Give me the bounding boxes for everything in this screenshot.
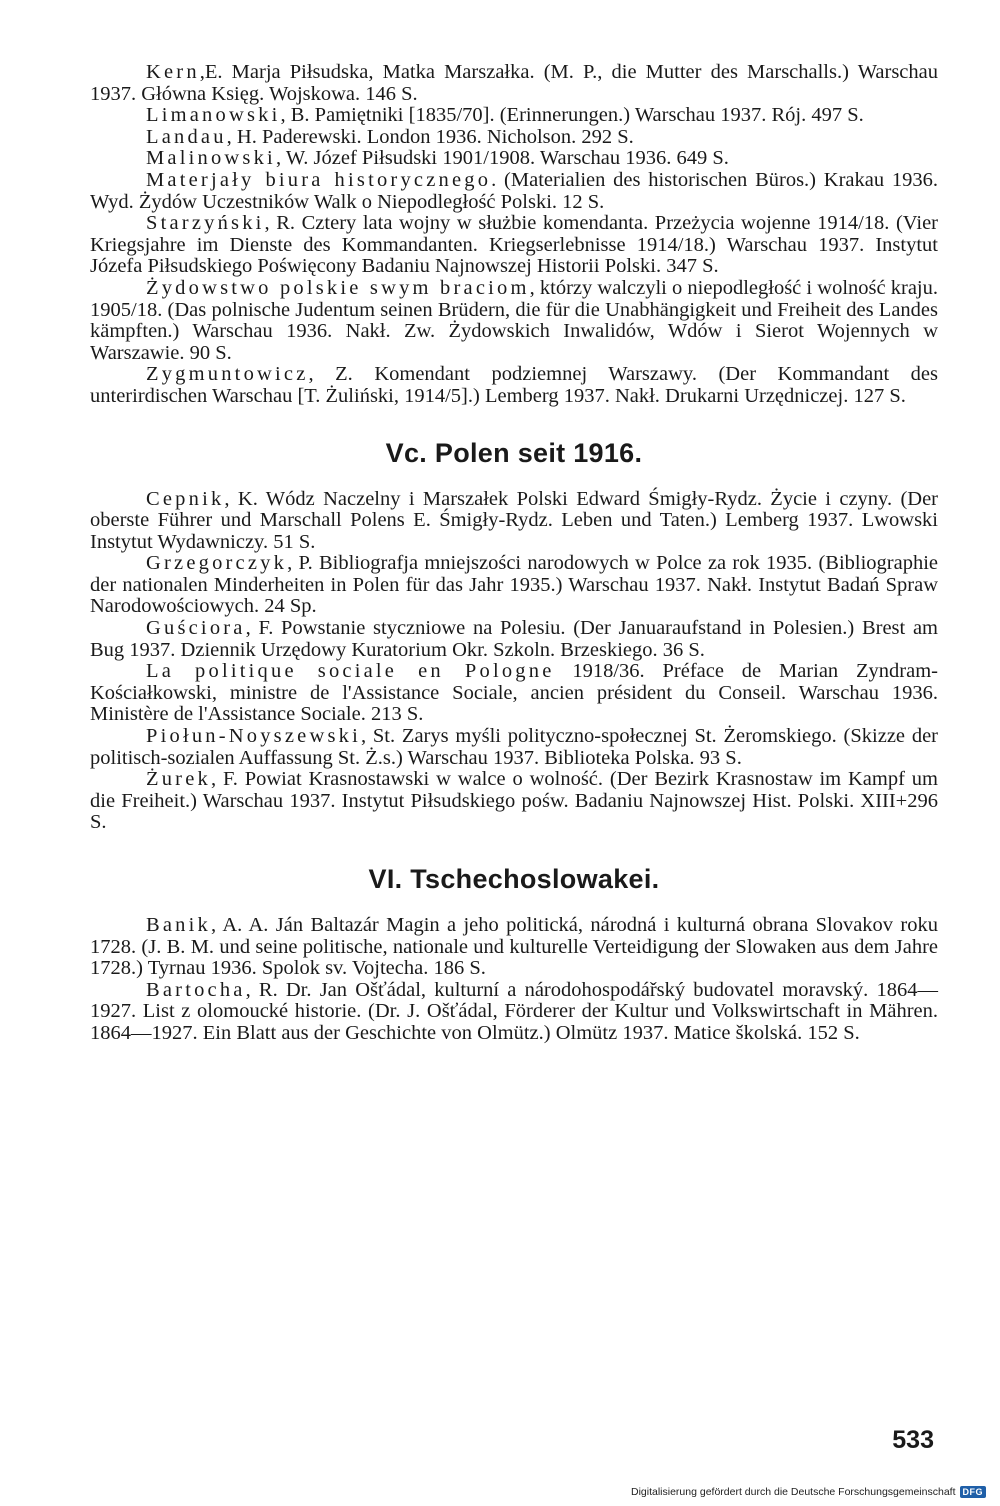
entry-author: Limanowski: [146, 104, 281, 127]
bibliography-entry: [90, 489, 938, 554]
bibliography-entry: [90, 553, 938, 618]
entry-details: , P. Bibliografja mniejszości narodowych w Polce za rok 1935. (Bibliographie der nationalen Minderheiten in Polen für das Jahr 1935.) Warschau 1937. Nakł. Instytut Badań Spraw Narodowościowych. 24 Sp.: [90, 552, 938, 618]
entry-details: , R. Dr. Jan Ošťádal, kulturní a národohospodářský budovatel moravský. 1864—1927. List z olomoucké historie. (Dr. J. Ošťádal, Förderer der Kultur und Volkswirtschaft in Mähren. 1864—1927. Ein Blatt aus der Geschichte von Olmütz.) Olmütz 1937. Matice školská. 152 S.: [90, 978, 938, 1044]
entry-details: , Z. Komendant podziemnej Warszawy. (Der Kommandant des unterirdischen Warschau [T. Żuliński, 1914/5].) Lemberg 1937. Nakł. Drukarni Urzędniczej. 127 S.: [90, 363, 938, 407]
entry-details: , którzy walczyli o niepodległość i wolność kraju. 1905/18. (Das polnische Judentum seinen Brüdern, die für die Unabhängigkeit und Freiheit des Landes kämpften.) Warschau 1936. Nakł. Zw. Żydowskich Inwalidów, Wdów i Sierot Wojennych w Warszawie. 90 S.: [90, 276, 938, 364]
page-number: 533: [892, 1426, 934, 1454]
entry-author: Grzegorczyk: [146, 552, 288, 575]
bibliography-entry: [90, 769, 938, 834]
entry-details: , F. Powstanie styczniowe na Polesiu. (Der Januaraufstand in Polesien.) Brest am Bug 1937. Dziennik Urzędowy Kuratorium Okr. Szkoln. Brzeskiego. 36 S.: [90, 617, 938, 661]
footer-text: Digitalisierung gefördert durch die Deutsche Forschungsgemeinschaft: [630, 1486, 956, 1498]
entry-details: ,E. Marja Piłsudska, Matka Marszałka. (M. P., die Mutter des Marschalls.) Warschau 1937. Główna Księg. Wojskowa. 146 S.: [90, 61, 938, 105]
entry-author: Starzyński: [146, 212, 265, 235]
bibliography-entry: [90, 148, 938, 170]
bibliography-entry: [90, 618, 938, 661]
section-heading: Vc. Polen seit 1916.: [385, 437, 643, 468]
entry-author: Malinowski: [146, 147, 276, 170]
entry-details: . (Materialien des historischen Büros.) Krakau 1936. Wyd. Żydów Uczestników Walk o Niepodległość Polski. 12 S.: [90, 168, 938, 213]
bibliography-entry: [90, 127, 938, 149]
entry-author: Banik: [146, 914, 211, 936]
bibliography-entry: [90, 170, 938, 213]
entry-details: , H. Paderewski. London 1936. Nicholson. 292 S.: [226, 125, 634, 148]
footer-credit: [631, 1486, 986, 1498]
entry-author: Guściora: [146, 617, 246, 640]
bibliography-entry: [90, 915, 938, 980]
entry-author: Materjały biura historycznego: [146, 168, 492, 191]
entry-author: Cepnik: [146, 487, 225, 510]
page-body: [90, 62, 938, 1045]
entry-details: , B. Pamiętniki [1835/70]. (Erinnerungen.) Warschau 1937. Rój. 497 S.: [280, 104, 864, 127]
entry-author: Kern: [146, 61, 200, 83]
bibliography-entry: [90, 726, 938, 769]
dfg-logo-icon: DFG: [960, 1486, 987, 1498]
entry-author: Bartocha: [146, 978, 246, 1001]
entry-details: 1918/36. Préface de Marian Zyndram-Kościałkowski, ministre de l'Assistance Sociale, ancien président du Conseil. Warschau 1936. Ministère de l'Assistance Sociale. 213 S.: [90, 660, 938, 726]
section-heading: VI. Tschechoslowakei.: [368, 864, 660, 894]
bibliography-entry: [90, 364, 938, 407]
entry-author: Landau: [146, 125, 227, 148]
entry-details: , K. Wódz Naczelny i Marszałek Polski Edward Śmigły-Rydz. Życie i czyny. (Der oberste Führer und Marschall Polens E. Śmigły-Rydz. Leben und Taten.) Lemberg 1937. Lwowski Instytut Wydawniczy. 51 S.: [90, 487, 938, 553]
entry-author: Żydowstwo polskie swym braciom: [146, 276, 530, 299]
bibliography-entry: [90, 661, 938, 726]
entry-author: Zygmuntowicz: [146, 363, 309, 386]
entry-author: La politique sociale en Pologne: [146, 660, 555, 683]
section-polen-seit-1916: [90, 438, 938, 835]
section-continuation: [90, 62, 938, 408]
bibliography-entry: [90, 62, 938, 105]
entry-details: , F. Powiat Krasnostawski w walce o wolność. (Der Bezirk Krasnostaw im Kampf um die Freiheit.) Warschau 1937. Instytut Piłsudskiego pośw. Badaniu Najnowszej Hist. Polski. XIII+296 S.: [90, 768, 938, 834]
bibliography-entry: [90, 105, 938, 127]
entry-author: Piołun-Noyszewski: [146, 725, 361, 748]
entry-details: , St. Zarys myśli polityczno-społecznej St. Żeromskiego. (Skizze der politisch-sozialen Auffassung St. Ż.s.) Warschau 1937. Biblioteka Polska. 93 S.: [90, 725, 938, 769]
entry-details: , R. Cztery lata wojny w służbie komendanta. Przeżycia wojenne 1914/18. (Vier Kriegsjahre im Dienste des Kommandanten. Kriegserlebnisse 1914/18.) Warschau 1937. Instytut Józefa Piłsudskiego Poświęcony Badaniu Najnowszej Historii Polski. 347 S.: [90, 212, 938, 278]
bibliography-entry: [90, 980, 938, 1045]
section-tschechoslowakei: [90, 864, 938, 1045]
entry-details: , A. A. Ján Baltazár Magin a jeho politická, národná i kulturná obrana Slovakov roku 1728. (J. B. M. und seine politische, nationale und kulturelle Verteidigung der Slowaken aus dem Jahre 1728.) Tyrnau 1936. Spolok sv. Vojtecha. 186 S.: [90, 914, 938, 980]
entry-details: , W. Józef Piłsudski 1901/1908. Warschau 1936. 649 S.: [275, 147, 729, 170]
bibliography-entry: [90, 213, 938, 278]
bibliography-entry: [90, 278, 938, 364]
entry-author: Żurek: [146, 768, 211, 791]
